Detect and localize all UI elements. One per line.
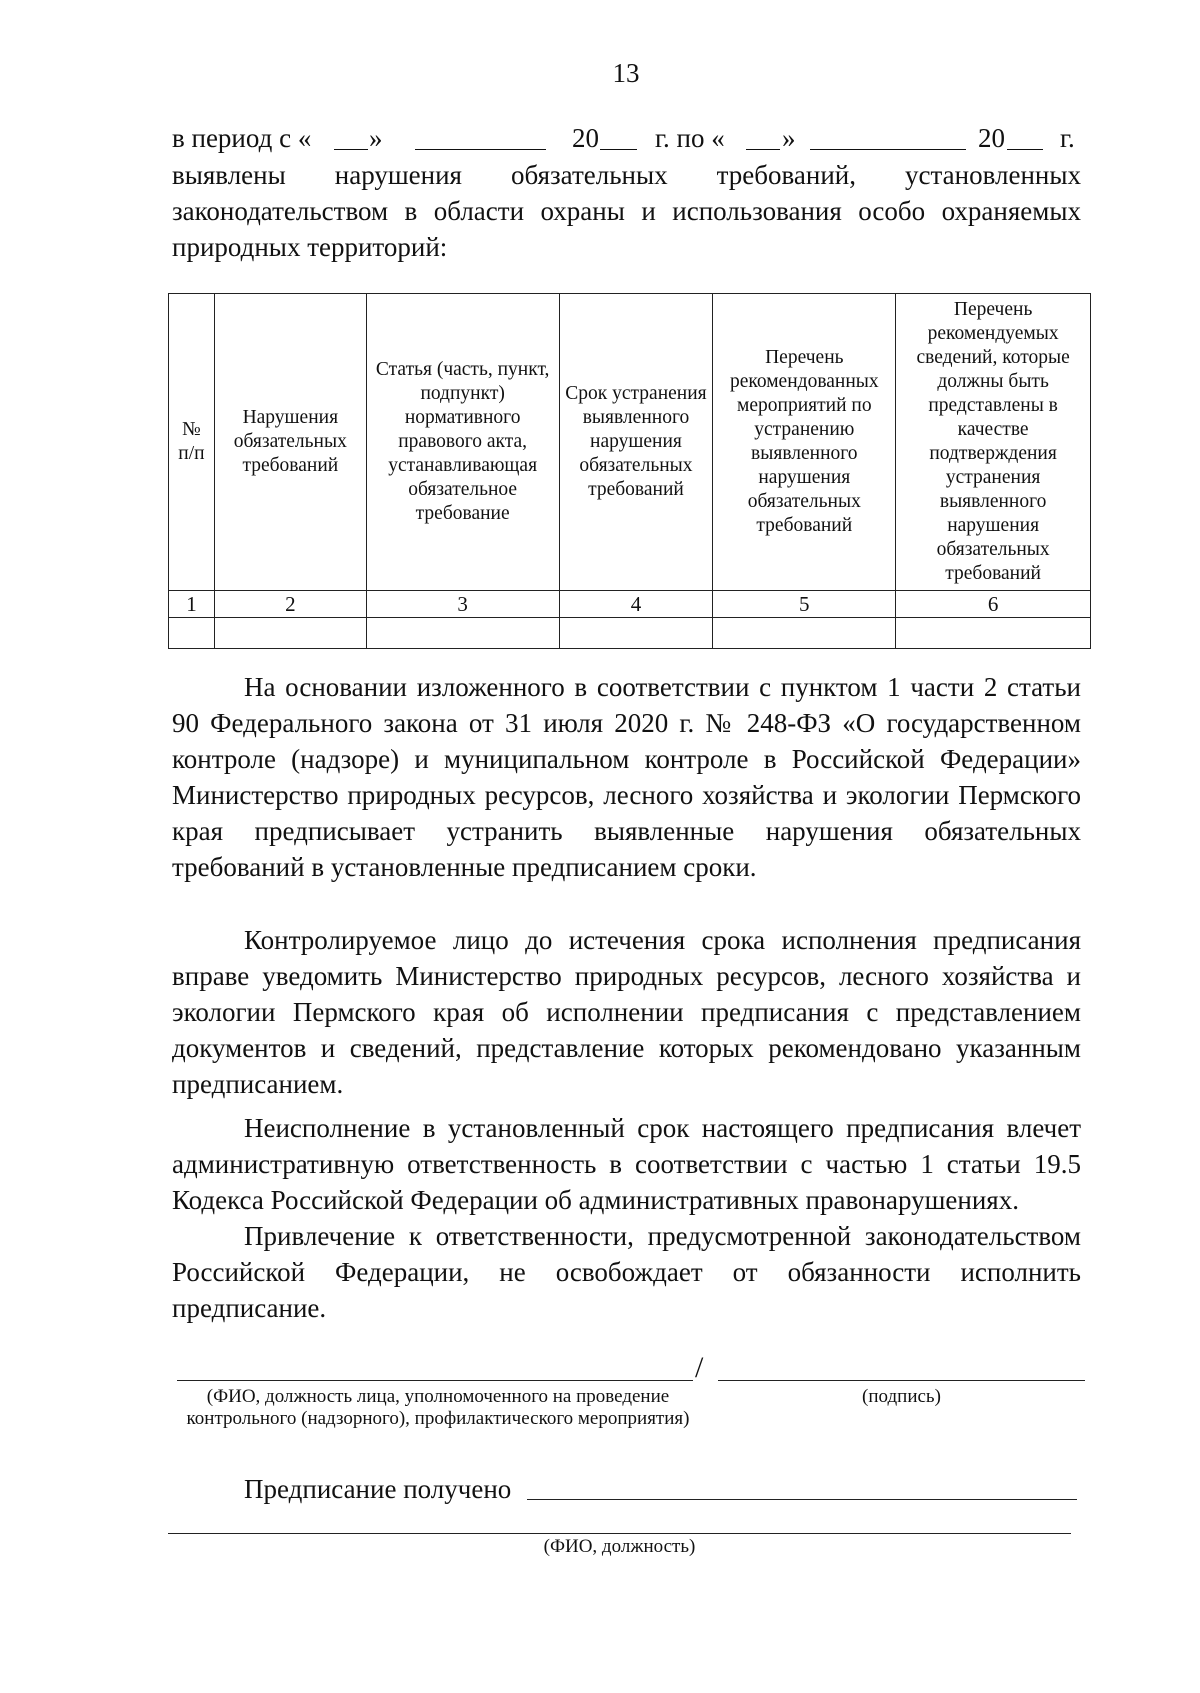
table-row xyxy=(169,618,1091,649)
header-measures: Перечень рекомендованных мероприятий по устранению выявленного нарушения обязательных требований xyxy=(713,294,896,591)
header-deadline: Срок устранения выявленного нарушения обязательных требований xyxy=(559,294,713,591)
period-close-quote-1: » xyxy=(369,123,383,153)
month-blank-2 xyxy=(810,149,966,150)
period-to: г. по « xyxy=(655,123,725,153)
intro-text: выявлены нарушения обязательных требований, установленных законодательством в области охраны и использования особо охраняемых природных территорий: xyxy=(172,160,1081,262)
signature-slash: / xyxy=(695,1351,704,1384)
signature-caption: (подпись) xyxy=(862,1386,941,1407)
header-violations: Нарушения обязательных требований xyxy=(214,294,366,591)
period-prefix: в период с « xyxy=(172,123,312,153)
period-year-suffix: г. xyxy=(1060,123,1075,153)
year-blank-2 xyxy=(1007,149,1043,150)
empty-cell xyxy=(366,618,559,649)
received-line xyxy=(527,1499,1077,1500)
col-number-4: 4 xyxy=(559,591,713,618)
empty-cell xyxy=(169,618,215,649)
official-name-line xyxy=(177,1380,693,1381)
period-line xyxy=(172,121,1081,155)
paragraph-liability: Неисполнение в установленный срок настоящего предписания влечет административную ответственность в соответствии с частью 1 статьи 19.5 Кодекса Российской Федерации об административных правонарушениях. xyxy=(172,1113,1081,1215)
paragraph-basis: На основании изложенного в соответствии с пунктом 1 части 2 статьи 90 Федерального закона от 31 июля 2020 г. № 248-ФЗ «О государственном контроле (надзоре) и муниципальном контроле в Российской Федерации» Министерство природных ресурсов, лесного хозяйства и экологии Пермского края предписывает устранить выявленные нарушения обязательных требований в установленные предписанием сроки. xyxy=(172,672,1081,882)
empty-cell xyxy=(559,618,713,649)
day-blank-1 xyxy=(334,149,368,150)
col-number-5: 5 xyxy=(713,591,896,618)
year-blank-1 xyxy=(600,149,637,150)
received-name-line xyxy=(168,1533,1071,1534)
violations-table xyxy=(168,293,1091,649)
col-number-6: 6 xyxy=(896,591,1091,618)
signature-line xyxy=(718,1380,1085,1381)
page-number: 13 xyxy=(612,58,640,88)
period-year-1: 20 xyxy=(572,123,599,153)
header-legal-article: Статья (часть, пункт, подпункт) нормативного правового акта, устанавливающая обязательное требование xyxy=(366,294,559,591)
col-number-1: 1 xyxy=(169,591,215,618)
header-number: № п/п xyxy=(169,294,215,591)
col-number-2: 2 xyxy=(214,591,366,618)
paragraph-notification: Контролируемое лицо до истечения срока исполнения предписания вправе уведомить Министерство природных ресурсов, лесного хозяйства и экологии Пермского края об исполнении предписания с представлением документов и сведений, представление которых рекомендовано указанным предписанием. xyxy=(172,925,1081,1099)
official-caption: (ФИО, должность лица, уполномоченного на проведение контрольного (надзорного), профилактического мероприятия) xyxy=(186,1386,690,1429)
col-number-3: 3 xyxy=(366,591,559,618)
period-close-quote-2: » xyxy=(782,123,796,153)
empty-cell xyxy=(214,618,366,649)
table-row xyxy=(169,591,1091,618)
received-caption: (ФИО, должность) xyxy=(543,1536,696,1557)
period-year-2: 20 xyxy=(978,123,1005,153)
month-blank-1 xyxy=(415,149,546,150)
header-confirmation-info: Перечень рекомендуемых сведений, которые должны быть представлены в качестве подтверждения устранения выявленного нарушения обязательных требований xyxy=(896,294,1091,591)
empty-cell xyxy=(713,618,896,649)
paragraph-obligation: Привлечение к ответственности, предусмотренной законодательством Российской Федерации, не освобождает от обязанности исполнить предписание. xyxy=(172,1221,1081,1323)
received-label: Предписание получено xyxy=(244,1474,512,1504)
day-blank-2 xyxy=(746,149,780,150)
empty-cell xyxy=(896,618,1091,649)
